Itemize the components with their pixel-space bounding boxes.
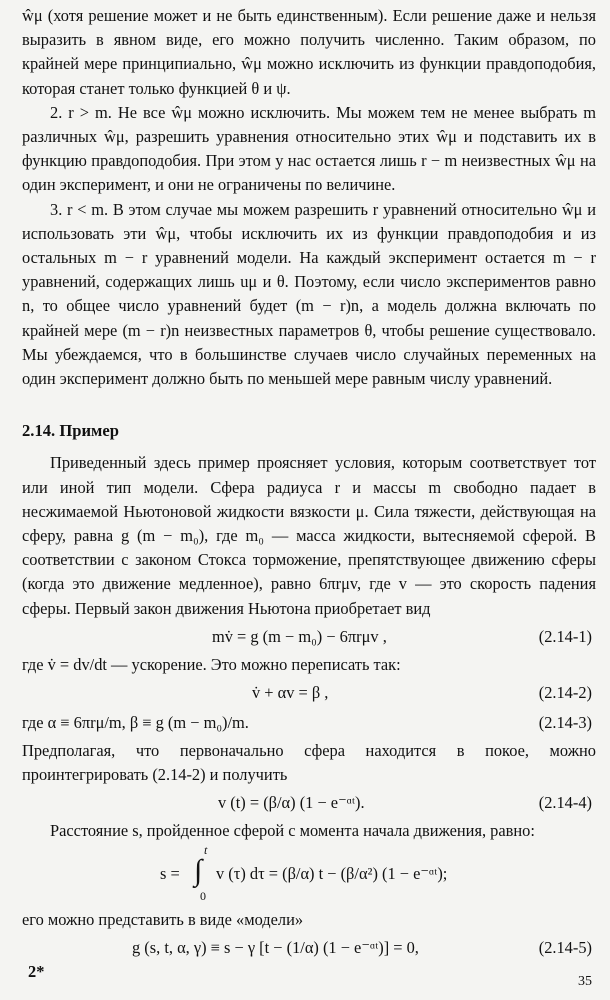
equation-formula: v (τ) dτ = (β/α) t − (β/α²) (1 − e⁻ᵅᵗ); (216, 863, 448, 883)
equation-formula: mv̇ = g (m − m₀) − 6πrμv , (212, 626, 387, 646)
equation-2-14-5 (22, 934, 596, 962)
equation-number: (2.14-5) (538, 937, 592, 957)
equation-formula: g (s, t, α, γ) ≡ s − γ [t − (1/α) (1 − e⁻ᵅᵗ)] = 0, (132, 937, 419, 957)
equation-2-14-1 (22, 623, 596, 651)
equation-formula: v (t) = (β/α) (1 − e⁻ᵅᵗ). (218, 793, 365, 813)
equation-formula: где α ≡ 6πrμ/m, β ≡ g (m − m₀)/m. (22, 713, 249, 733)
equation-number: (2.14-4) (538, 793, 592, 813)
equation-2-14-2 (22, 679, 596, 707)
integral-upper-limit: t (204, 842, 208, 857)
paragraph: ŵμ (хотя решение может и не быть единственным). Если решение даже и нельзя выразить в явном виде, его можно получить численно. Таким образом, по крайней мере принципиально, ŵμ можно исключить из функции правдоподобия, которая станет только функцией θ и ψ. (22, 6, 596, 98)
paragraph: Расстояние s, пройденное сферой с момента начала движения, равно: (50, 821, 535, 841)
integral-lower-limit: 0 (200, 888, 206, 903)
equation-number: (2.14-2) (538, 683, 592, 703)
page-number: 35 (578, 974, 592, 989)
equation-formula: v̇ + αv = β , (252, 683, 329, 703)
equation-2-14-3 (22, 709, 596, 737)
equation-number: (2.14-3) (538, 713, 592, 733)
paragraph: Приведенный здесь пример проясняет условия, которым соответствует тот или иной тип модели. Сфера радиуса r и массы m свободно падает в несжимаемой Ньютоновой жидкости вязкости μ. Сила тяжести, действующая на сферу, равна g (m − m₀), где m₀ — масса жидкости, вытесняемой сферой. В соответствии с законом Стокса торможение, препятствующее движению сферы (когда это движение медленное), равно 6πrμv, где v — это скорость падения сферы. Первый закон движения Ньютона приобретает вид (22, 453, 596, 618)
paragraph: 2. r > m. Не все ŵμ можно исключить. Мы можем тем не менее выбрать m различных ŵμ, разрешить уравнения относительно этих ŵμ и подставить их в функцию правдоподобия. При этом у нас остается лишь r − m неизвестных ŵμ на один эксперимент, и они не ограничены по величине. (22, 102, 596, 195)
section-heading: 2.14. Пример (22, 421, 119, 441)
integral-sign: ∫ t 0 (194, 842, 208, 903)
paragraph: 3. r < m. В этом случае мы можем разрешить r уравнений относительно ŵμ и использовать эти ŵμ, чтобы исключить их из функции правдоподобия и из остальных m − r уравнений модели. На каждый эксперимент остается m − r уравнений, содержащих лишь uμ и θ. Поэтому, если число экспериментов равно n, то общее число уравнений будет (m − r)n, а модель должна включать по крайней мере (m − r)n неизвестных параметров θ, чтобы решение существовало. Мы убеждаемся, что в большинстве случаев число случайных переменных на один эксперимент должно быть по меньшей мере равным числу уравнений. (22, 199, 596, 389)
paragraph: его можно представить в виде «модели» (22, 909, 304, 929)
equation-lhs: s = (160, 863, 180, 883)
paragraph: где v̇ = dv/dt — ускорение. Это можно переписать так: (22, 654, 401, 674)
paragraph: Предполагая, что первоначально сфера находится в покое, можно проинтегрировать (2.14-2) и получить (22, 741, 596, 785)
equation-2-14-4 (22, 789, 596, 817)
page-body (22, 4, 596, 964)
equation-distance-integral (22, 842, 596, 906)
equation-number: (2.14-1) (538, 626, 592, 646)
signature-mark: 2* (28, 962, 45, 981)
